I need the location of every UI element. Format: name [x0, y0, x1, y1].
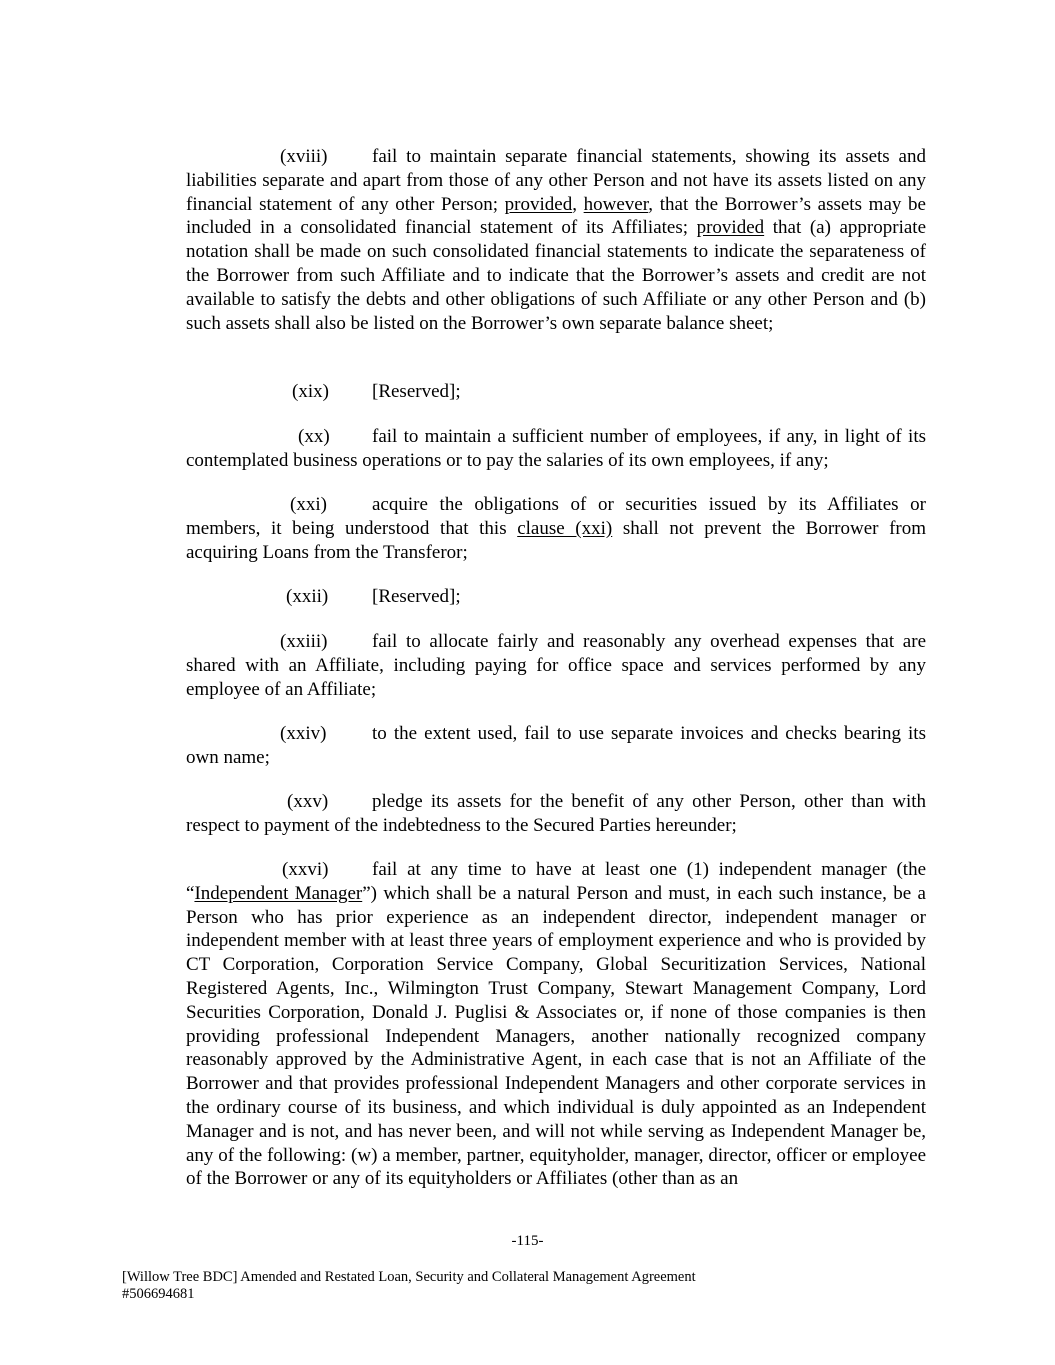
clause-text: ”) which shall be a natural Person and must, in each such instance, be a Person who has prior experience as an independent director, independent manager or independent member with at least three years of employment experience and who is provided by CT Corporation, Corporation Service Company, Global Securitization Services, National Registered Agents, Inc., Wilmington Trust Company, Stewart Management Company, Lord Securities Corporation, Donald J. Puglisi & Associates or, if none of those companies is then providing professional Independent Managers, another nationally recognized company reasonably approved by the Administrative Agent, in each case that is not an Affiliate of the Borrower and that provides professional Independent Managers and other corporate services in the ordinary course of its business, and which individual is duly appointed as an Independent Manager and is not, and has never been, and will not while serving as Independent Manager be, any of the following: (w) a member, partner, equityholder, manager, director, officer or employee of the Borrower or any of its equityholders or Affiliates (other than as an [186, 882, 926, 1190]
clause-text: acquire the obligations of or securities issued by its Affiliates or members, it being understood that this [186, 494, 926, 539]
clause-text: that (a) appropriate notation shall be made on such consolidated financial statements to indicate the separateness of the Borrower from such Affiliate and to indicate that the Borrower’s assets and credit are not available to satisfy the debts and other obligations of such Affiliate or any other Person and (b) such assets shall also be listed on the Borrower’s own separate balance sheet; [186, 217, 926, 334]
clause-text: fail to maintain a sufficient number of employees, if any, in light of its contemplated business operations or to pay the salaries of its own employees, if any; [186, 426, 926, 471]
clause-number: (xxv) [287, 791, 329, 812]
defined-term: however [583, 193, 649, 215]
clause-number: (xxiv) [280, 723, 327, 744]
document-footer [122, 1269, 696, 1303]
paragraph-xxii [186, 585, 926, 609]
clause-number: (xxvi) [282, 859, 329, 880]
clause-text: fail to allocate fairly and reasonably any overhead expenses that are shared with an Affiliate, including paying for office space and services performed by any employee of an Affiliate; [186, 631, 926, 700]
paragraph-xxv [186, 790, 926, 838]
clause-number: (xxiii) [280, 631, 328, 652]
clause-number: (xxi) [290, 494, 327, 515]
clause-text: pledge its assets for the benefit of any other Person, other than with respect to payment of the indebtedness to the Secured Parties hereunder; [186, 791, 926, 836]
paragraph-xxvi [186, 858, 926, 1191]
paragraph-xx [186, 425, 926, 473]
clause-text: fail at any time to have at least one (1) independent manager (the “ [186, 859, 926, 904]
defined-term: clause (xxi) [517, 517, 613, 539]
clause-text: fail to maintain separate financial statements, showing its assets and liabilities separate and apart from those of any other Person and not have its assets listed on any financial statement of any other Person; [186, 146, 926, 215]
clause-text: , that the Borrower’s assets may be included in a consolidated financial statement of its Affiliates; [186, 193, 926, 239]
clause-text: shall not prevent the Borrower from acquiring Loans from the Transferor; [186, 517, 927, 563]
defined-term: provided [696, 217, 765, 239]
paragraph-xxi [186, 493, 926, 564]
clause-number: (xx) [298, 426, 330, 447]
page-number: -115- [511, 1233, 544, 1249]
paragraph-xxiv [186, 722, 926, 770]
clause-text: , [572, 193, 584, 215]
clause-number: (xix) [292, 381, 329, 402]
paragraph-xviii [186, 145, 926, 335]
footer-doc-id: #506694681 [122, 1286, 195, 1302]
defined-term: provided [504, 193, 573, 215]
clause-text: [Reserved]; [372, 381, 461, 402]
clause-number: (xxii) [286, 586, 329, 607]
clause-text: [Reserved]; [372, 586, 461, 607]
defined-term: Independent Manager [194, 882, 363, 904]
paragraph-xix [186, 380, 926, 404]
paragraph-xxiii [186, 630, 926, 701]
clause-number: (xviii) [280, 146, 328, 167]
clause-text: to the extent used, fail to use separate invoices and checks bearing its own name; [186, 723, 926, 768]
footer-title: [Willow Tree BDC] Amended and Restated Loan, Security and Collateral Management Agreement [122, 1269, 696, 1285]
